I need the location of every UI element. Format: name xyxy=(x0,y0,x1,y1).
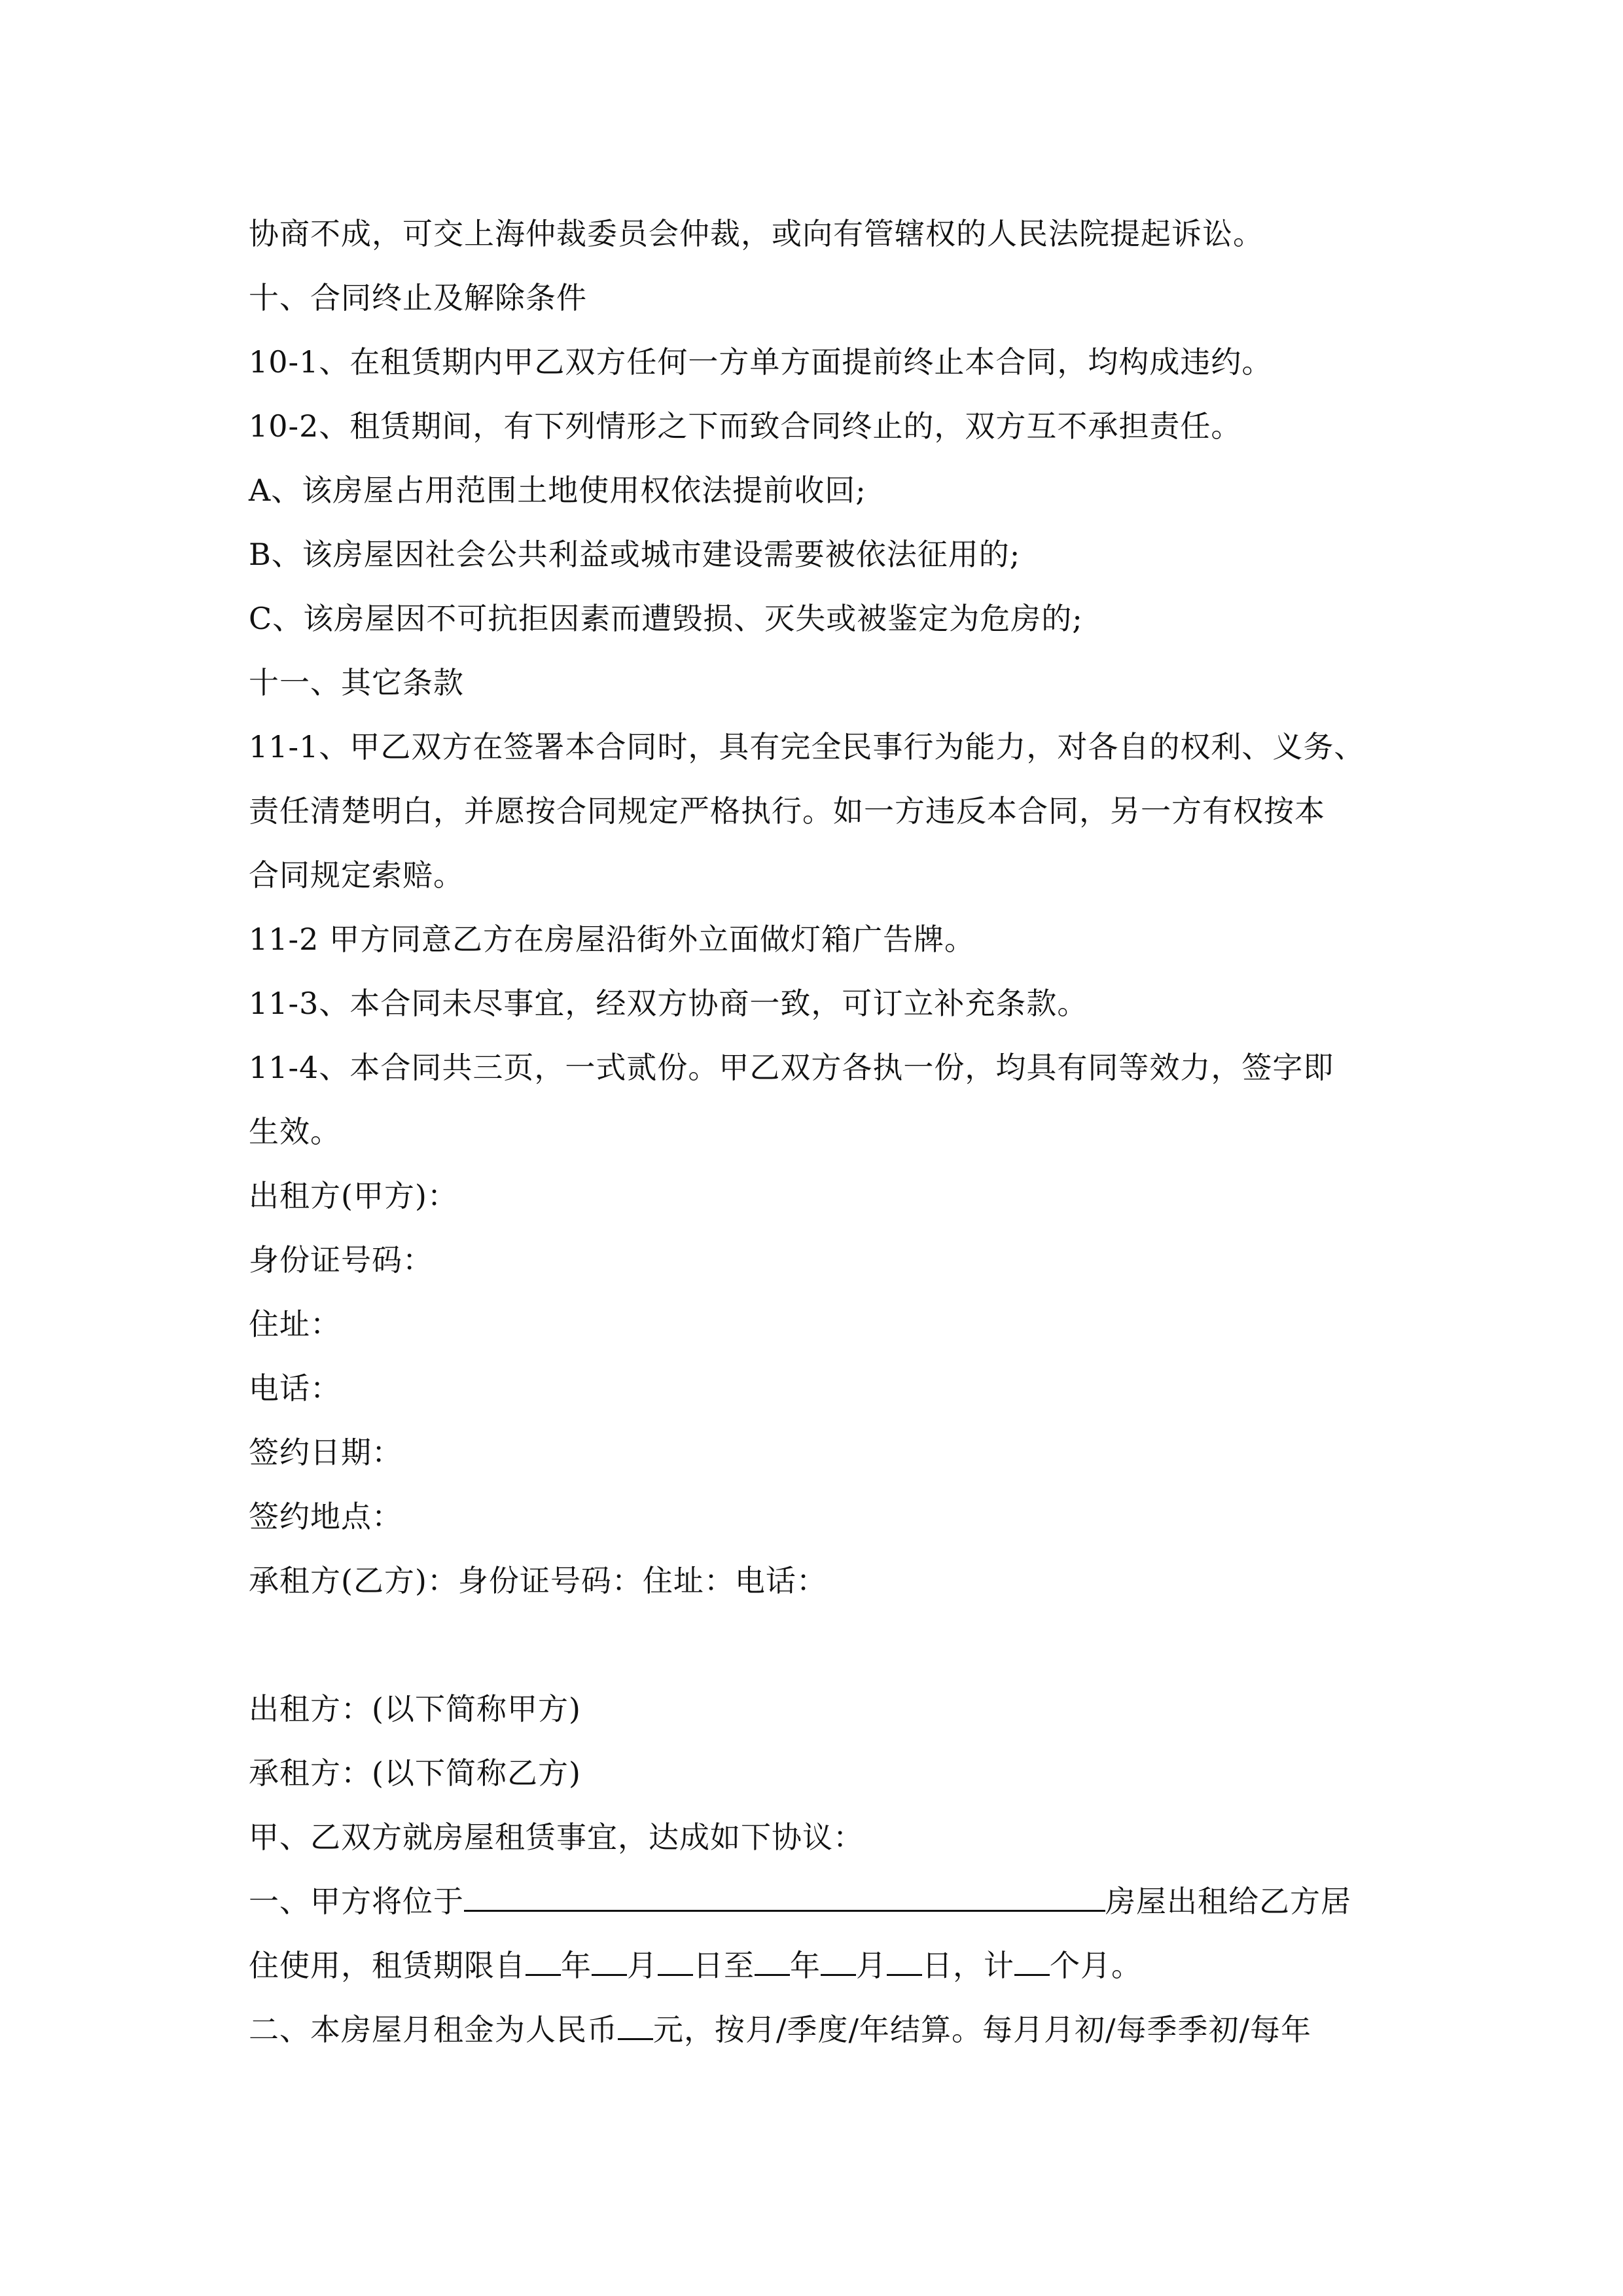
section-heading: 十、合同终止及解除条件 xyxy=(249,280,587,315)
agreement-intro: 甲、乙双方就房屋租赁事宜，达成如下协议： xyxy=(249,1820,864,1855)
signature-field-place: 签约地点： xyxy=(249,1499,402,1534)
clause-1 xyxy=(249,1869,1387,1933)
list-item: B、该房屋因社会公共利益或城市建设需要被依法征用的; xyxy=(249,537,1021,572)
document-body xyxy=(249,202,1387,2062)
year-label: 年 xyxy=(561,1948,592,1983)
end-month-blank xyxy=(821,1937,856,1976)
end-year-blank xyxy=(755,1937,790,1976)
months-count-blank xyxy=(1014,1937,1050,1976)
clause-1-prefix: 一、甲方将位于 xyxy=(249,1884,464,1919)
month-label: 月 xyxy=(627,1948,658,1983)
start-year-blank xyxy=(526,1937,561,1976)
clause-2-suffix: 元，按月/季度/年结算。每月月初/每季季初/每年 xyxy=(653,2012,1311,2047)
day-to-label: 日至 xyxy=(693,1948,755,1983)
paragraph-line: 责任清楚明白，并愿按合同规定严格执行。如一方违反本合同，另一方有权按本 xyxy=(249,793,1325,829)
paragraph-line: 10-1、在租赁期内甲乙双方任何一方单方面提前终止本合同，均构成违约。 xyxy=(249,344,1273,380)
clause-1-suffix: 房屋出租给乙方居 xyxy=(1105,1884,1351,1919)
paragraph-line: 生效。 xyxy=(249,1114,341,1149)
month-label: 月 xyxy=(856,1948,887,1983)
party-lessor: 出租方：(以下简称甲方) xyxy=(249,1691,581,1727)
signature-field-date: 签约日期： xyxy=(249,1435,402,1470)
start-day-blank xyxy=(658,1937,693,1976)
months-label: 个月。 xyxy=(1050,1948,1142,1983)
paragraph-line: 合同规定索赔。 xyxy=(249,857,464,893)
lease-term-text: 住使用，租赁期限自 xyxy=(249,1948,526,1983)
list-item: C、该房屋因不可抗拒因素而遭毁损、灭失或被鉴定为危房的; xyxy=(249,601,1083,636)
year-label: 年 xyxy=(790,1948,821,1983)
party-lessee: 承租方：(以下简称乙方) xyxy=(249,1755,581,1791)
signature-field-lessor: 出租方(甲方)： xyxy=(249,1178,458,1213)
paragraph-line: 11-3、本合同未尽事宜，经双方协商一致，可订立补充条款。 xyxy=(249,986,1088,1021)
rent-amount-blank xyxy=(618,2001,653,2040)
paragraph-line: 11-2 甲方同意乙方在房屋沿街外立面做灯箱广告牌。 xyxy=(249,922,975,957)
signature-field-phone: 电话： xyxy=(249,1371,341,1406)
signature-field-address: 住址： xyxy=(249,1306,341,1342)
paragraph-line: 10-2、租赁期间，有下列情形之下而致合同终止的，双方互不承担责任。 xyxy=(249,408,1242,444)
clause-1-continued xyxy=(249,1933,1387,1998)
clause-2-prefix: 二、本房屋月租金为人民币 xyxy=(249,2012,618,2047)
address-blank xyxy=(464,1873,1105,1912)
start-month-blank xyxy=(592,1937,627,1976)
paragraph-line: 协商不成，可交上海仲裁委员会仲裁，或向有管辖权的人民法院提起诉讼。 xyxy=(249,216,1264,251)
signature-field-lessee: 承租方(乙方)：身份证号码：住址：电话： xyxy=(249,1563,827,1598)
spacer xyxy=(249,1613,1387,1677)
end-day-blank xyxy=(887,1937,922,1976)
paragraph-line: 11-1、甲乙双方在签署本合同时，具有完全民事行为能力，对各自的权利、义务、 xyxy=(249,729,1365,764)
section-heading: 十一、其它条款 xyxy=(249,665,464,700)
clause-2 xyxy=(249,1998,1387,2062)
day-count-label: 日，计 xyxy=(922,1948,1014,1983)
paragraph-line: 11-4、本合同共三页，一式贰份。甲乙双方各执一份，均具有同等效力，签字即 xyxy=(249,1050,1334,1085)
list-item: A、该房屋占用范围土地使用权依法提前收回; xyxy=(249,473,866,508)
signature-field-id: 身份证号码： xyxy=(249,1242,433,1278)
